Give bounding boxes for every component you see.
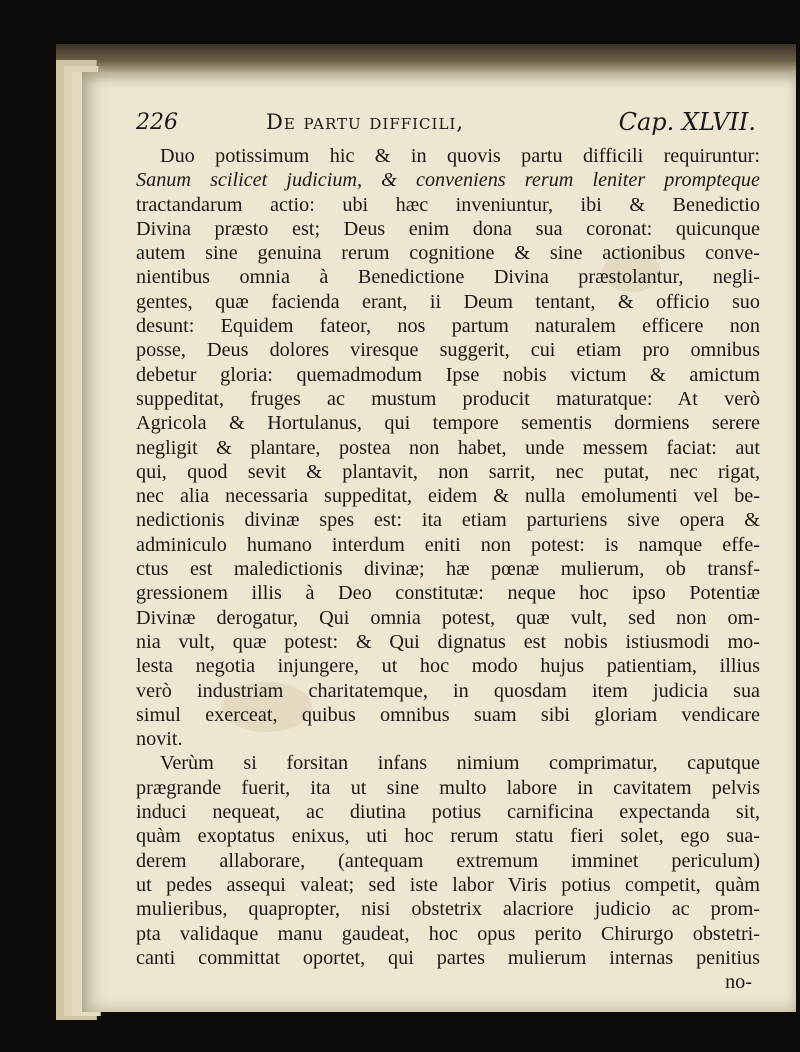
running-title: De partu difficili, [266,110,465,134]
text-line: novit. [136,728,183,751]
text-line: induci nequeat, ac diutina potius carnificina expectanda sit, [136,801,760,824]
text-line: Divina præsto est; Deus enim dona sua coronat: quicunque [136,217,760,240]
text-line: Divinæ derogatur, Qui omnia potest, quæ vult, sed non om- [136,606,760,629]
text-line: ctus est maledictionis divinæ; hæ pœnæ mulierum, ob transf- [136,558,760,581]
text-line: Agricola & Hortulanus, qui tempore sementis dormiens serere [136,412,760,435]
text-line: derem allaborare, (antequam extremum imminet periculum) [136,849,760,872]
text-line: negligit & plantare, postea non habet, unde messem faciat: aut [136,436,760,459]
text-line: gentes, quæ facienda erant, ii Deum tentant, & officio suo [136,290,760,313]
text-line: Duo potissimum hic & in quovis partu difficili requiruntur: [160,145,760,167]
text-line: Verùm si forsitan infans nimium comprimatur, caputque [160,752,760,775]
text-line: nec alia necessaria suppeditat, eidem & nulla emolumenti vel be- [136,485,760,508]
text-line: simul exerceat, quibus omnibus suam sibi gloriam vendicare [136,703,760,726]
catchword: no- [725,971,752,994]
text-line: prægrande fuerit, ita ut sine multo labore in cavitatem pelvis [136,776,760,799]
text-line: desunt: Equidem fateor, nos partum naturalem efficere non [136,315,760,338]
text-line: suppeditat, fruges ac mustum producit maturatque: At verò [136,387,760,410]
book-page [82,72,796,1012]
text-line: mulieribus, quapropter, nisi obstetrix alacriore judicio ac prom- [136,898,760,921]
text-line: tractandarum actio: ubi hæc inveniuntur, ibi & Benedictio [136,193,760,216]
text-line: canti committat oportet, qui partes mulierum internas penitius [136,946,760,969]
text-line: nientibus omnia à Benedictione Divina præstolantur, negli- [136,266,760,289]
text-line: nia vult, quæ potest: & Qui dignatus est nobis istiusmodi mo- [136,630,760,653]
page-number: 226 [136,110,178,135]
text-line: posse, Deus dolores viresque suggerit, cui etiam pro omnibus [136,339,760,362]
text-line: gressionem illis à Deo constitutæ: neque hoc ipso Potentiæ [136,582,760,605]
text-line: pta validaque manu gaudeat, hoc opus perito Chirurgo obstetri- [136,922,760,945]
text-line: lesta negotia injungere, ut hoc modo hujus patientiam, illius [136,655,760,678]
text-line: qui, quod sevit & plantavit, non sarrit, nec putat, nec rigat, [136,460,760,483]
text-line: quàm exoptatus enixus, uti hoc rerum statu fieri solet, ego sua- [136,825,760,848]
text-line: adminiculo humano interdum eniti non potest: is namque effe- [136,533,760,556]
text-line: Sanum scilicet judicium, & conveniens rerum leniter prompteque [136,169,760,192]
book-top-edge [56,44,796,72]
text-line: debetur gloria: quemadmodum Ipse nobis victum & amictum [136,363,760,386]
chapter-label: Cap. XLVII. [618,108,756,136]
body-text [136,144,760,994]
text-line: verò industriam charitatemque, in quosdam item judicia sua [136,679,760,702]
running-header [136,106,756,142]
text-line: ut pedes assequi valeat; sed iste labor Viris potius competit, quàm [136,873,760,896]
text-line: autem sine genuina rerum cognitione & sine actionibus conve- [136,242,760,265]
text-line: nedictionis divinæ spes est: ita etiam parturiens sive opera & [136,509,760,532]
